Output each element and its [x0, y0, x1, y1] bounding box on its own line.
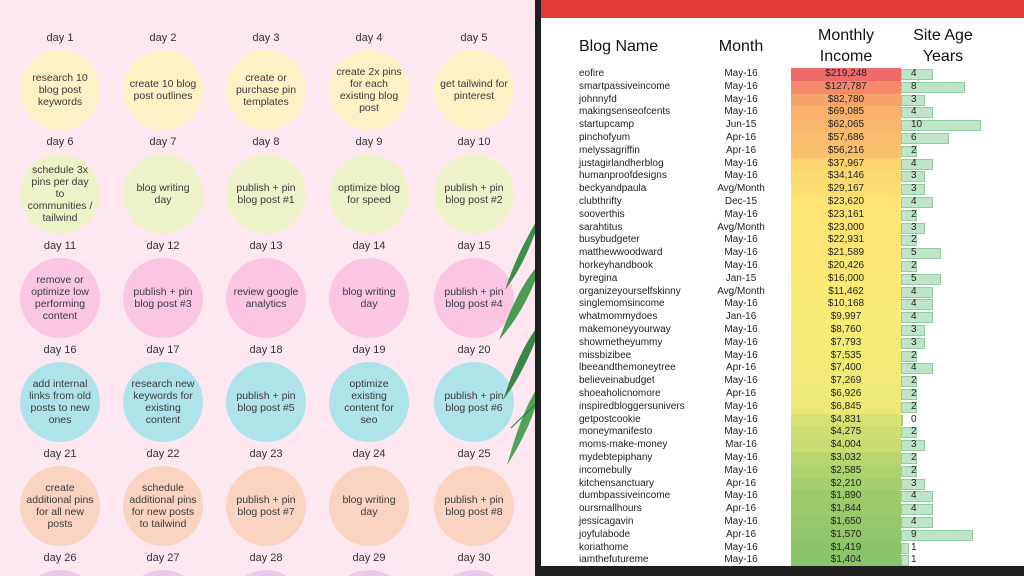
blog-name-cell: beckyandpaula: [579, 183, 647, 195]
blog-name-cell: humanproofdesigns: [579, 170, 667, 182]
day-task-circle: publish + pin blog post #4: [434, 258, 514, 338]
table-row: [541, 362, 1024, 375]
site-age-cell: 9: [911, 528, 917, 540]
table-row: [541, 170, 1024, 183]
table-row: [541, 350, 1024, 363]
day-label: day 19: [352, 344, 386, 356]
day-label: day 30: [457, 552, 491, 564]
day-label: day 27: [146, 552, 180, 564]
table-row: [541, 388, 1024, 401]
income-cell: $1,844: [791, 503, 901, 516]
table-row: [541, 222, 1024, 235]
site-age-bar: [901, 274, 941, 285]
site-age-cell: 8: [911, 80, 917, 92]
header-month: Month: [718, 38, 764, 55]
income-cell: $1,570: [791, 529, 901, 542]
day-task-circle: get tailwind for pinterest: [434, 50, 514, 130]
day-task-circle: blog writing day: [329, 258, 409, 338]
income-cell: $37,967: [791, 158, 901, 171]
month-cell: May-16: [724, 93, 758, 105]
blog-name-cell: iamthefutureme: [579, 554, 649, 566]
month-cell: Apr-16: [725, 362, 756, 374]
blog-name-cell: shoeaholicnomore: [579, 388, 661, 399]
day-task-circle: optimize existing content for seo: [329, 362, 409, 442]
site-age-cell: 5: [911, 272, 917, 284]
income-cell: $23,161: [791, 209, 901, 222]
table-row: [541, 337, 1024, 350]
day-label: day 21: [43, 448, 77, 460]
month-cell: May-16: [724, 68, 758, 79]
table-row: [541, 478, 1024, 491]
day-task-circle: publish + pin blog post #8: [434, 466, 514, 546]
income-cell: $219,248: [791, 68, 901, 81]
day-label: day 10: [457, 136, 491, 148]
site-age-bar: [901, 491, 933, 502]
blog-name-cell: kitchensanctuary: [579, 477, 655, 489]
site-age-cell: 2: [911, 144, 917, 156]
blog-name-cell: matthewwoodward: [579, 247, 663, 259]
table-row: [541, 286, 1024, 299]
site-age-cell: 2: [911, 260, 917, 271]
header-red-bar: [541, 0, 1024, 18]
blog-name-cell: jessicagavin: [579, 516, 634, 527]
income-cell: $4,831: [791, 414, 901, 427]
month-cell: Jan-16: [725, 311, 757, 323]
table-row: [541, 311, 1024, 324]
day-label: day 29: [352, 552, 386, 564]
month-cell: May-16: [724, 80, 758, 92]
day-task-circle: [329, 570, 409, 576]
table-row: [541, 209, 1024, 222]
income-cell: $9,997: [791, 311, 901, 324]
month-cell: May-16: [724, 106, 758, 118]
month-cell: Dec-15: [724, 196, 758, 207]
table-row: [541, 132, 1024, 145]
day-task-circle: remove or optimize low performing content: [20, 258, 100, 338]
income-cell: $56,216: [791, 145, 901, 158]
day-task-circle: create additional pins for all new posts: [20, 466, 100, 546]
blog-name-cell: joyfulabode: [579, 528, 631, 540]
month-cell: May-16: [724, 464, 758, 476]
site-age-cell: 4: [911, 285, 917, 297]
blog-name-cell: koriathome: [579, 541, 629, 553]
day-task-circle: [123, 570, 203, 576]
day-label: day 23: [249, 448, 283, 460]
site-age-cell: 4: [911, 196, 917, 207]
site-age-cell: 4: [911, 106, 917, 118]
table-row: [541, 529, 1024, 542]
site-age-bar: [901, 299, 933, 310]
income-cell: $6,926: [791, 388, 901, 401]
month-cell: Apr-16: [725, 132, 756, 143]
blog-name-cell: makingsenseofcents: [579, 106, 671, 118]
day-label: day 15: [457, 240, 491, 252]
site-age-cell: 4: [911, 503, 917, 515]
table-row: [541, 324, 1024, 337]
site-age-cell: 1: [911, 554, 917, 566]
day-task-circle: [434, 570, 514, 576]
income-cell: $21,589: [791, 247, 901, 260]
month-cell: Apr-16: [725, 477, 756, 489]
month-cell: Apr-16: [725, 503, 756, 515]
table-row: [541, 516, 1024, 529]
blog-name-cell: eofire: [579, 68, 605, 79]
blog-name-cell: inspiredbloggersunivers: [579, 400, 685, 412]
month-cell: May-16: [724, 324, 758, 335]
site-age-cell: 4: [911, 311, 917, 323]
blog-name-cell: johnnyfd: [579, 93, 617, 105]
month-cell: Avg/Month: [717, 285, 765, 297]
site-age-cell: 3: [911, 170, 917, 182]
site-age-cell: 3: [911, 183, 917, 195]
site-age-cell: 2: [911, 208, 917, 220]
header-blog-name: Blog Name: [579, 38, 659, 55]
blog-name-cell: sarahtitus: [579, 221, 623, 233]
site-age-cell: 2: [911, 388, 917, 399]
site-age-cell: 4: [911, 490, 917, 502]
month-cell: May-16: [724, 298, 758, 310]
site-age-cell: 0: [911, 413, 917, 425]
month-cell: Jan-15: [725, 272, 757, 284]
income-cell: $10,168: [791, 298, 901, 311]
income-cell: $82,780: [791, 94, 901, 107]
month-cell: May-16: [724, 208, 758, 220]
table-row: [541, 81, 1024, 94]
income-cell: $6,845: [791, 401, 901, 414]
day-task-circle: [20, 570, 100, 576]
table-row: [541, 260, 1024, 273]
blog-name-cell: organizeyourselfskinny: [579, 285, 681, 297]
site-age-cell: 3: [911, 336, 917, 348]
day-label: day 14: [352, 240, 386, 252]
day-label: day 18: [249, 344, 283, 356]
income-cell: $57,686: [791, 132, 901, 145]
table-row: [541, 94, 1024, 107]
blog-name-cell: whatmommydoes: [579, 311, 658, 323]
day-label: day 4: [355, 32, 383, 44]
income-cell: $23,000: [791, 222, 901, 235]
site-age-bar: [901, 133, 949, 144]
table-row: [541, 273, 1024, 286]
income-cell: $4,004: [791, 439, 901, 452]
site-age-cell: 2: [911, 464, 917, 476]
month-cell: Jun-15: [725, 119, 757, 131]
income-cell: $34,146: [791, 170, 901, 183]
month-cell: May-16: [724, 400, 758, 412]
site-age-cell: 4: [911, 157, 917, 169]
income-cell: $62,065: [791, 119, 901, 132]
blog-name-cell: justagirlandherblog: [579, 157, 664, 169]
table-row: [541, 183, 1024, 196]
table-row: [541, 158, 1024, 171]
site-age-bar: [901, 287, 933, 298]
table-row: [541, 465, 1024, 478]
month-cell: May-16: [724, 260, 758, 271]
month-cell: May-16: [724, 426, 758, 438]
income-cell: $20,426: [791, 260, 901, 273]
table-row: [541, 490, 1024, 503]
site-age-cell: 3: [911, 324, 917, 335]
site-age-bar: [901, 555, 909, 566]
site-age-bar: [901, 504, 933, 515]
day-task-circle: optimize blog for speed: [329, 154, 409, 234]
table-row: [541, 196, 1024, 209]
site-age-cell: 3: [911, 439, 917, 451]
site-age-cell: 4: [911, 362, 917, 374]
income-cell: $1,890: [791, 490, 901, 503]
site-age-cell: 2: [911, 426, 917, 438]
blog-name-cell: lbeeandthemoneytree: [579, 362, 676, 374]
table-row: [541, 298, 1024, 311]
site-age-cell: 2: [911, 452, 917, 463]
blog-name-cell: busybudgeter: [579, 234, 640, 246]
day-label: day 22: [146, 448, 180, 460]
blog-name-cell: melyssagriffin: [579, 144, 640, 156]
site-age-bar: [901, 107, 933, 118]
day-task-circle: blog writing day: [123, 154, 203, 234]
site-age-cell: 4: [911, 298, 917, 310]
blog-name-cell: missbizibee: [579, 349, 632, 361]
blog-name-cell: believeinabudget: [579, 375, 655, 387]
blog-name-cell: dumbpassiveincome: [579, 490, 671, 502]
header-site-age: Site Age: [913, 27, 973, 44]
day-label: day 17: [146, 344, 180, 356]
site-age-bar: [901, 363, 933, 374]
income-cell: $3,032: [791, 452, 901, 465]
table-row: [541, 145, 1024, 158]
site-age-bar: [901, 197, 933, 208]
blog-name-cell: showmetheyummy: [579, 336, 663, 348]
blog-name-cell: moneymanifesto: [579, 426, 653, 438]
day-task-circle: publish + pin blog post #1: [226, 154, 306, 234]
day-task-circle: schedule additional pins for new posts to tailwind: [123, 466, 203, 546]
day-label: day 9: [355, 136, 383, 148]
day-task-circle: create 10 blog post outlines: [123, 50, 203, 130]
month-cell: May-16: [724, 490, 758, 502]
income-cell: $23,620: [791, 196, 901, 209]
site-age-cell: 6: [911, 132, 917, 143]
income-cell: $29,167: [791, 183, 901, 196]
day-label: day 3: [252, 32, 280, 44]
blog-name-cell: getpostcookie: [579, 413, 641, 425]
month-cell: May-16: [724, 234, 758, 246]
income-cell: $7,535: [791, 350, 901, 363]
day-label: day 7: [149, 136, 177, 148]
day-label: day 20: [457, 344, 491, 356]
table-row: [541, 452, 1024, 465]
site-age-bar: [901, 543, 909, 554]
table-row: [541, 426, 1024, 439]
day-task-circle: publish + pin blog post #6: [434, 362, 514, 442]
day-label: day 24: [352, 448, 386, 460]
day-task-circle: publish + pin blog post #2: [434, 154, 514, 234]
month-cell: Apr-16: [725, 528, 756, 540]
month-cell: May-16: [724, 413, 758, 425]
table-row: [541, 375, 1024, 388]
blog-name-cell: startupcamp: [579, 119, 635, 131]
table-row: [541, 234, 1024, 247]
income-cell: $16,000: [791, 273, 901, 286]
day-label: day 6: [46, 136, 74, 148]
site-age-cell: 4: [911, 516, 917, 527]
month-cell: May-16: [724, 452, 758, 463]
blog-name-cell: smartpassiveincome: [579, 80, 671, 92]
table-row: [541, 503, 1024, 516]
month-cell: May-16: [724, 541, 758, 553]
blog-name-cell: sooverthis: [579, 208, 625, 220]
header-income: Income: [819, 48, 873, 65]
site-age-cell: 1: [911, 541, 917, 553]
day-label: day 2: [149, 32, 177, 44]
day-task-circle: research new keywords for existing content: [123, 362, 203, 442]
site-age-bar: [901, 69, 933, 80]
site-age-bar: [901, 517, 933, 528]
blog-name-cell: singlemomsincome: [579, 298, 665, 310]
day-label: day 11: [43, 240, 77, 252]
day-task-circle: review google analytics: [226, 258, 306, 338]
day-label: day 16: [43, 344, 77, 356]
table-row: [541, 439, 1024, 452]
month-cell: Avg/Month: [717, 183, 765, 195]
bottom-bar: [541, 566, 1024, 576]
blog-name-cell: clubthrifty: [579, 196, 622, 207]
day-task-circle: publish + pin blog post #3: [123, 258, 203, 338]
site-age-cell: 2: [911, 234, 917, 246]
site-age-cell: 4: [911, 68, 917, 79]
income-cell: $2,585: [791, 465, 901, 478]
income-cell: $1,419: [791, 542, 901, 555]
month-cell: Apr-16: [725, 388, 756, 399]
income-cell: $8,760: [791, 324, 901, 337]
day-task-circle: publish + pin blog post #7: [226, 466, 306, 546]
site-age-cell: 3: [911, 221, 917, 233]
day-label: day 13: [249, 240, 283, 252]
income-cell: $7,269: [791, 375, 901, 388]
day-task-circle: research 10 blog post keywords: [20, 50, 100, 130]
day-label: day 26: [43, 552, 77, 564]
day-task-circle: schedule 3x pins per day to communities / tailwind: [20, 154, 100, 234]
month-cell: May-16: [724, 336, 758, 348]
site-age-bar: [901, 312, 933, 323]
header-years: Years: [922, 48, 964, 65]
site-age-cell: 3: [911, 93, 917, 105]
day-label: day 8: [252, 136, 280, 148]
blog-name-cell: horkeyhandbook: [579, 260, 653, 271]
table-row: [541, 414, 1024, 427]
day-label: day 25: [457, 448, 491, 460]
blog-name-cell: makemoneyyourway: [579, 324, 671, 335]
table-row: [541, 401, 1024, 414]
day-label: day 12: [146, 240, 180, 252]
day-task-circle: create or purchase pin templates: [226, 50, 306, 130]
day-task-circle: publish + pin blog post #5: [226, 362, 306, 442]
month-cell: Mar-16: [725, 439, 757, 451]
day-task-circle: blog writing day: [329, 466, 409, 546]
month-cell: May-16: [724, 157, 758, 169]
income-cell: $69,085: [791, 106, 901, 119]
income-cell: $127,787: [791, 81, 901, 94]
day-label: day 28: [249, 552, 283, 564]
month-cell: May-16: [724, 516, 758, 527]
income-cell: $7,400: [791, 362, 901, 375]
month-cell: May-16: [724, 247, 758, 259]
month-cell: Apr-16: [725, 144, 756, 156]
table-row: [541, 542, 1024, 555]
table-row: [541, 119, 1024, 132]
income-cell: $4,275: [791, 426, 901, 439]
site-age-bar: [901, 248, 941, 259]
month-cell: May-16: [724, 170, 758, 182]
blog-name-cell: moms-make-money: [579, 439, 668, 451]
header-monthly: Monthly: [817, 27, 875, 44]
income-cell: $1,650: [791, 516, 901, 529]
site-age-cell: 5: [911, 247, 917, 259]
site-age-bar: [901, 415, 903, 426]
site-age-cell: 3: [911, 477, 917, 489]
income-cell: $7,793: [791, 337, 901, 350]
day-task-circle: add internal links from old posts to new ones: [20, 362, 100, 442]
table-row: [541, 247, 1024, 260]
income-cell: $2,210: [791, 478, 901, 491]
day-task-circle: [226, 570, 306, 576]
month-cell: May-16: [724, 554, 758, 566]
site-age-cell: 10: [911, 119, 923, 131]
blog-name-cell: byregina: [579, 272, 618, 284]
income-cell: $22,931: [791, 234, 901, 247]
table-row: [541, 68, 1024, 81]
blog-name-cell: oursmallhours: [579, 503, 642, 515]
table-row: [541, 106, 1024, 119]
income-cell: $1,404: [791, 554, 901, 567]
blog-name-cell: pinchofyum: [579, 132, 631, 143]
site-age-cell: 2: [911, 375, 917, 387]
day-label: day 1: [46, 32, 74, 44]
month-cell: May-16: [724, 349, 758, 361]
income-cell: $11,462: [791, 286, 901, 299]
site-age-cell: 2: [911, 349, 917, 361]
blog-income-table: [541, 0, 1024, 576]
month-cell: Avg/Month: [717, 221, 765, 233]
blog-name-cell: incomebully: [579, 464, 632, 476]
site-age-cell: 2: [911, 400, 917, 412]
site-age-bar: [901, 159, 933, 170]
day-task-circle: create 2x pins for each existing blog post: [329, 50, 409, 130]
month-cell: May-16: [724, 375, 758, 387]
day-label: day 5: [460, 32, 488, 44]
blog-name-cell: mydebtepiphany: [579, 452, 653, 463]
